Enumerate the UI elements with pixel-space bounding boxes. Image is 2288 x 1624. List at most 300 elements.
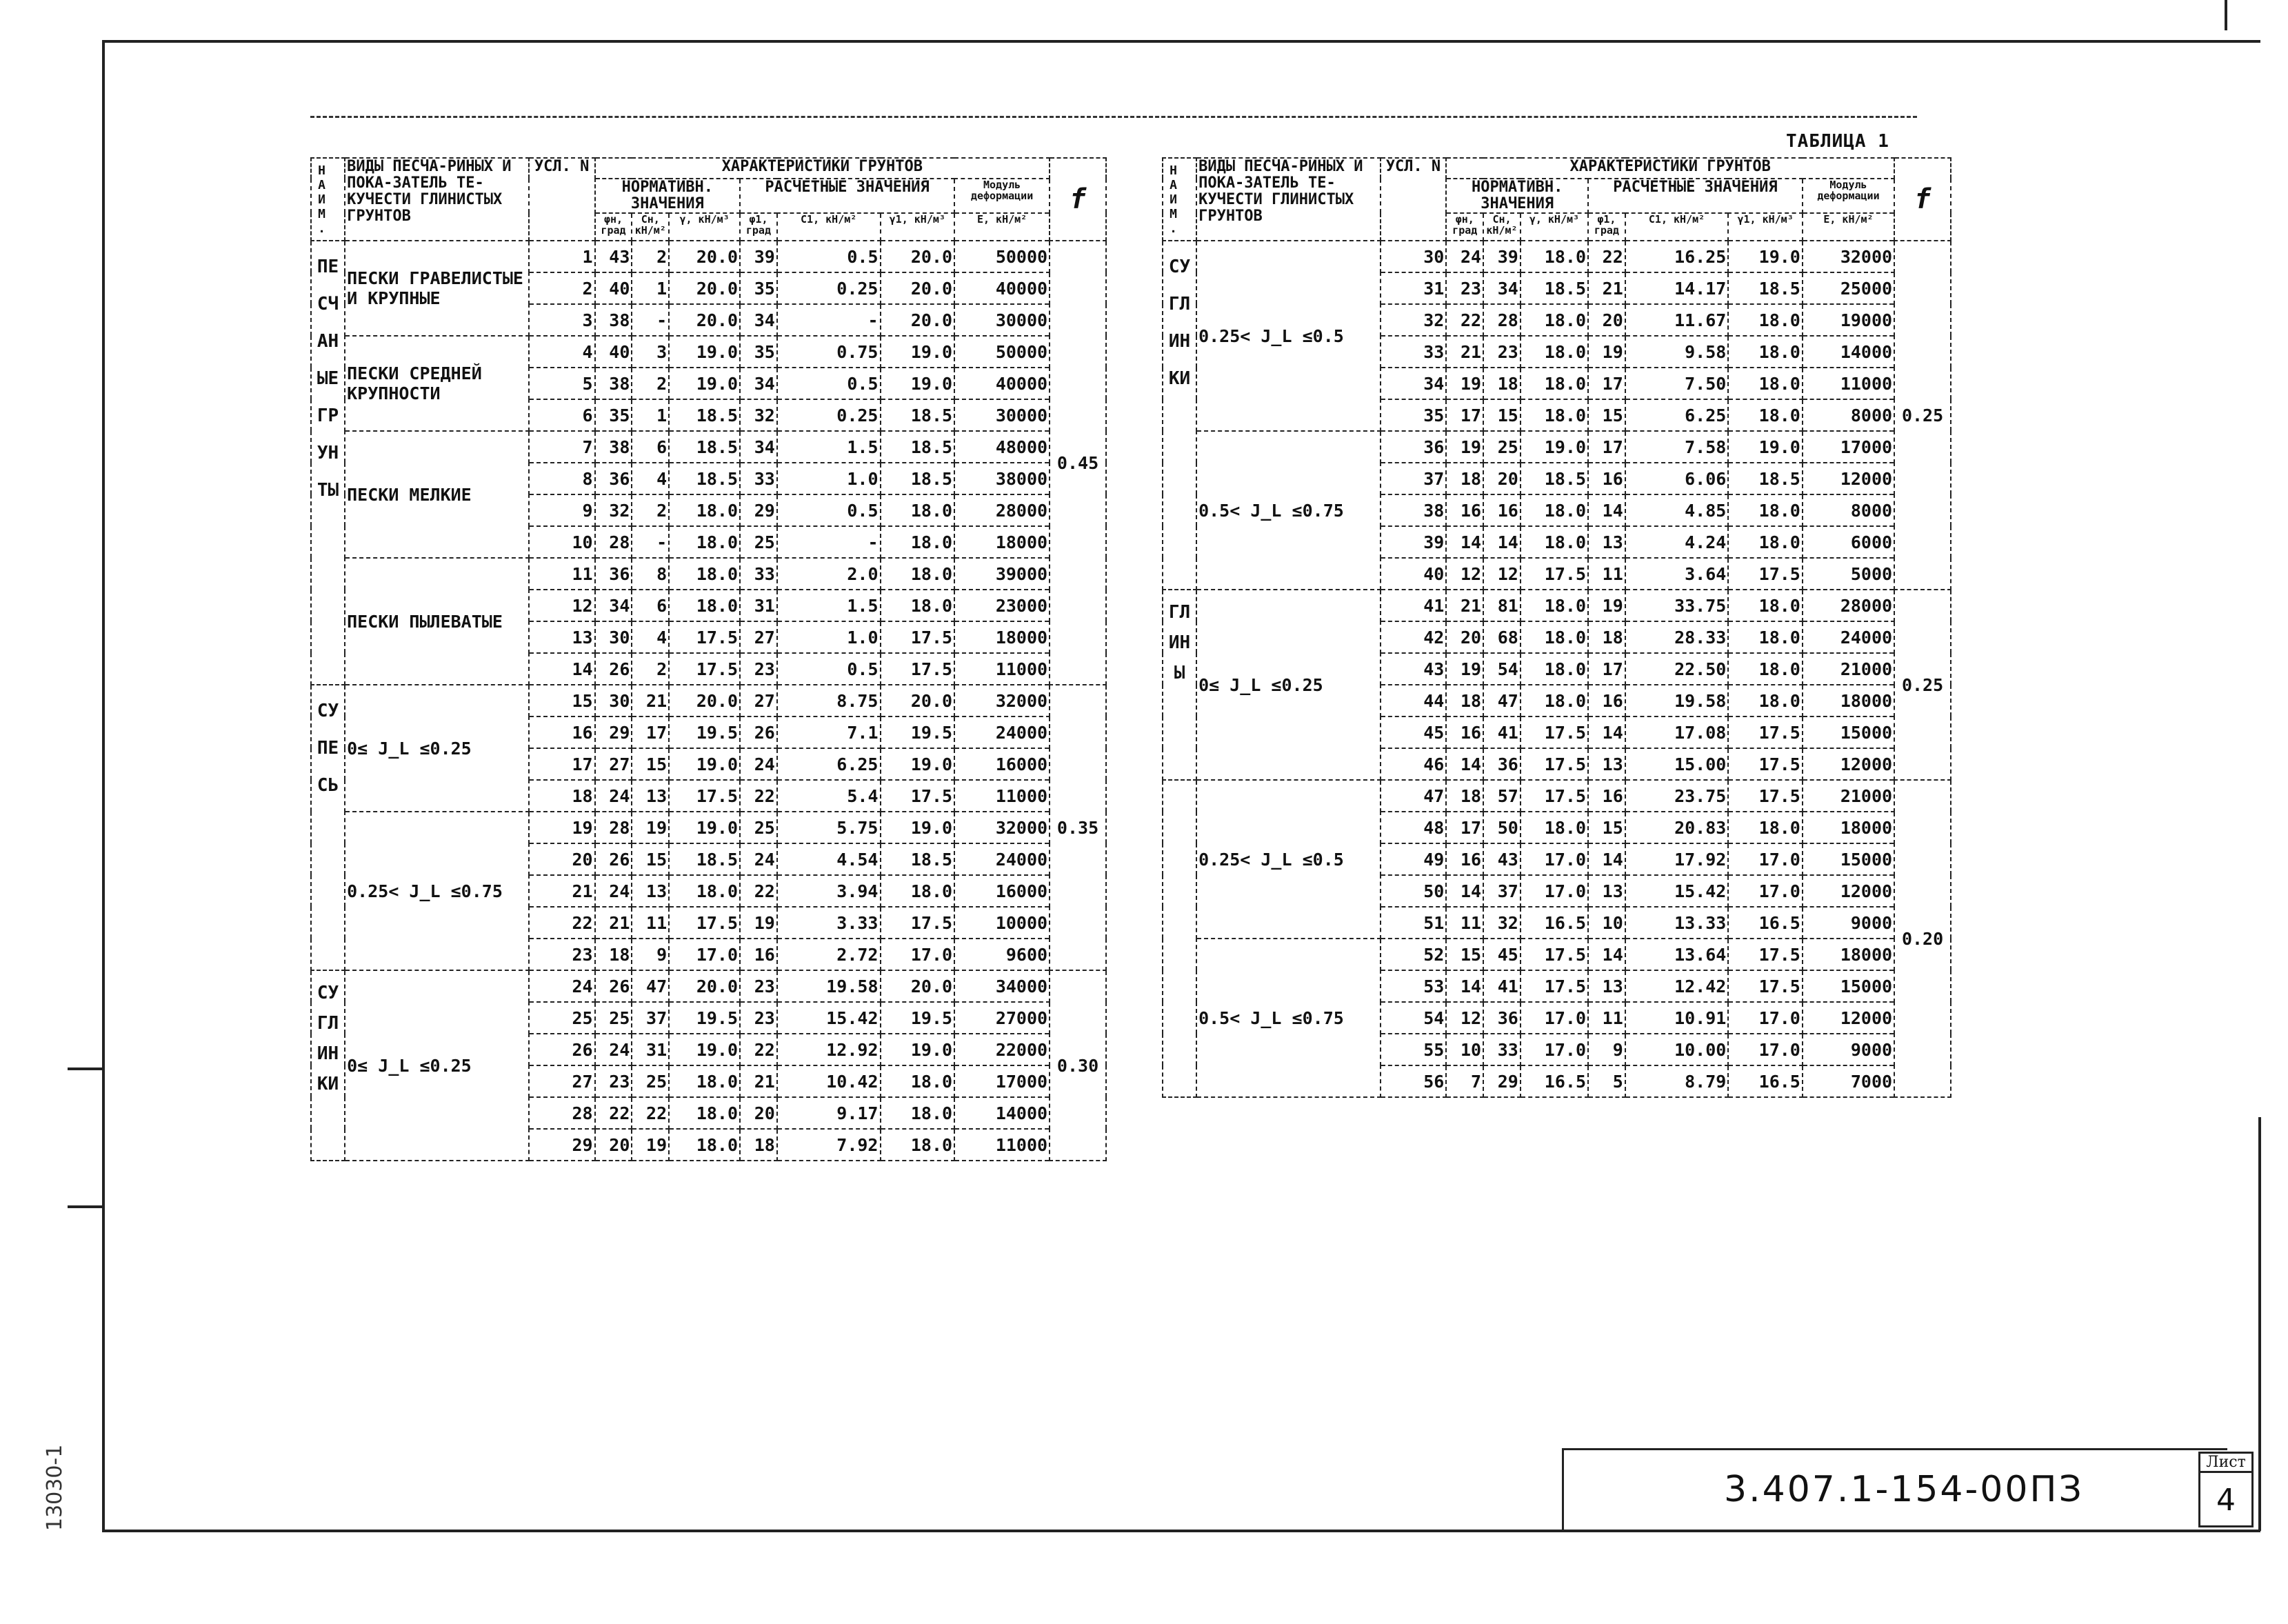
- table-cell: 17.5: [1521, 780, 1588, 812]
- table-cell: 28: [595, 526, 632, 558]
- table-cell: 38: [595, 368, 632, 399]
- table-cell: 12000: [1803, 463, 1894, 494]
- table-cell: 13: [1588, 970, 1625, 1002]
- header-modulus: Модуль деформации: [954, 179, 1050, 213]
- table-cell: 34: [740, 304, 777, 336]
- table-cell: 14: [1588, 939, 1625, 970]
- table-cell: 17.0: [1521, 1034, 1588, 1065]
- soil-table-right: [1162, 157, 1951, 1098]
- table-cell: 18.0: [669, 558, 740, 590]
- table-cell: 16.5: [1728, 907, 1803, 939]
- table-cell: 17.0: [1728, 1034, 1803, 1065]
- table-cell: 22: [1446, 304, 1483, 336]
- table-cell: -: [777, 526, 881, 558]
- table-cell: 18.0: [1728, 653, 1803, 685]
- table-cell: 17.0: [669, 939, 740, 970]
- table-cell: 18.5: [1521, 463, 1588, 494]
- table-cell: 5: [529, 368, 595, 399]
- table-cell: 24000: [954, 716, 1050, 748]
- table-cell: 24000: [1803, 621, 1894, 653]
- table-cell: 27000: [954, 1002, 1050, 1034]
- table-cell: 3: [529, 304, 595, 336]
- soil-group-name: [1163, 780, 1196, 1097]
- table-cell: 15: [1446, 939, 1483, 970]
- table-cell: 2: [632, 494, 669, 526]
- table-cell: 28: [595, 812, 632, 843]
- table-cell: 26: [740, 716, 777, 748]
- table-cell: 68: [1483, 621, 1521, 653]
- table-cell: 34: [1381, 368, 1447, 399]
- table-cell: 21000: [1803, 780, 1894, 812]
- table-cell: 47: [1483, 685, 1521, 716]
- table-cell: 5: [1588, 1065, 1625, 1097]
- table-cell: 20.0: [669, 970, 740, 1002]
- table-cell: 21: [740, 1065, 777, 1097]
- table-cell: 8000: [1803, 494, 1894, 526]
- table-cell: 21: [1446, 336, 1483, 368]
- table-cell: 17.5: [1728, 780, 1803, 812]
- table-cell: 18.5: [669, 463, 740, 494]
- table-cell: 36: [595, 558, 632, 590]
- table-cell: 4: [529, 336, 595, 368]
- table-cell: 12.42: [1625, 970, 1729, 1002]
- table-cell: 57: [1483, 780, 1521, 812]
- table-cell: 36: [1483, 1002, 1521, 1034]
- table-cell: 18000: [1803, 812, 1894, 843]
- table-cell: 6.25: [777, 748, 881, 780]
- table-cell: 4: [632, 621, 669, 653]
- table-cell: 14: [1446, 526, 1483, 558]
- table-cell: 32: [1483, 907, 1521, 939]
- header-c-1: C1, кН/м²: [1625, 213, 1729, 241]
- table-cell: 19: [1446, 653, 1483, 685]
- table-cell: 15: [529, 685, 595, 716]
- table-body: [1163, 241, 1951, 1097]
- table-cell: 18.5: [1521, 272, 1588, 304]
- table-cell: 22: [1588, 241, 1625, 272]
- table-cell: 19.0: [1728, 431, 1803, 463]
- soil-subtype-label: 0≤ J_L ≤0.25: [345, 685, 529, 812]
- table-cell: 37: [632, 1002, 669, 1034]
- table-cell: 21: [595, 907, 632, 939]
- table-cell: 6000: [1803, 526, 1894, 558]
- table-cell: 40000: [954, 368, 1050, 399]
- table-cell: 54: [1381, 1002, 1447, 1034]
- table-cell: 18.0: [881, 590, 955, 621]
- table-cell: 28000: [1803, 590, 1894, 621]
- table-cell: 18: [1588, 621, 1625, 653]
- table-cell: 15: [1588, 812, 1625, 843]
- table-cell: 18.0: [1521, 653, 1588, 685]
- table-cell: 34: [1483, 272, 1521, 304]
- table-cell: 13: [529, 621, 595, 653]
- table-cell: 19000: [1803, 304, 1894, 336]
- table-cell: 18.0: [1521, 304, 1588, 336]
- table-cell: 34000: [954, 970, 1050, 1002]
- header-c-n: Cн, кН/м²: [632, 213, 669, 241]
- table-cell: 31: [1381, 272, 1447, 304]
- f-coefficient: 0.45: [1050, 241, 1106, 685]
- table-cell: 13: [1588, 748, 1625, 780]
- header-phi-n: φн, град: [595, 213, 632, 241]
- table-cell: 10: [529, 526, 595, 558]
- table-cell: 24: [740, 843, 777, 875]
- table-cell: 14: [1446, 970, 1483, 1002]
- table-cell: 8000: [1803, 399, 1894, 431]
- table-cell: 9600: [954, 939, 1050, 970]
- table-cell: 32000: [954, 812, 1050, 843]
- table-cell: 7: [1446, 1065, 1483, 1097]
- table-cell: 18.0: [1728, 526, 1803, 558]
- table-cell: 18: [1483, 368, 1521, 399]
- table-cell: 4.54: [777, 843, 881, 875]
- table-body: [311, 241, 1106, 1161]
- header-f: f: [1894, 158, 1951, 241]
- table-cell: 21: [632, 685, 669, 716]
- table-cell: 55: [1381, 1034, 1447, 1065]
- table-cell: 19.0: [669, 748, 740, 780]
- table-cell: 47: [1381, 780, 1447, 812]
- header-kind: ВИДЫ ПЕСЧА-РИНЫХ И ПОКА-ЗАТЕЛЬ ТЕ-КУЧЕСТИ ГЛИНИСТЫХ ГРУНТОВ: [345, 158, 529, 241]
- header-e: Е, кН/м²: [954, 213, 1050, 241]
- table-cell: 7.92: [777, 1129, 881, 1161]
- soil-subtype-label: ПЕСКИ МЕЛКИЕ: [345, 431, 529, 558]
- table-cell: 7.50: [1625, 368, 1729, 399]
- table-cell: 15000: [1803, 970, 1894, 1002]
- table-cell: 23000: [954, 590, 1050, 621]
- table-cell: 33.75: [1625, 590, 1729, 621]
- table-cell: 7.1: [777, 716, 881, 748]
- table-cell: 32: [740, 399, 777, 431]
- table-cell: 17.5: [1728, 970, 1803, 1002]
- table-row: [311, 685, 1106, 716]
- table-cell: 20: [1446, 621, 1483, 653]
- table-cell: 48000: [954, 431, 1050, 463]
- table-cell: 15.42: [1625, 875, 1729, 907]
- table-cell: 8.79: [1625, 1065, 1729, 1097]
- table-cell: 18: [1446, 685, 1483, 716]
- table-cell: 25: [595, 1002, 632, 1034]
- table-cell: 18.0: [881, 1097, 955, 1129]
- table-cell: 17.0: [1521, 875, 1588, 907]
- table-cell: 15: [1483, 399, 1521, 431]
- header-calculated: РАСЧЕТНЫЕ ЗНАЧЕНИЯ: [1588, 179, 1803, 213]
- frame-tick: [68, 1067, 102, 1070]
- table-cell: 17: [632, 716, 669, 748]
- table-cell: 81: [1483, 590, 1521, 621]
- table-cell: 26: [529, 1034, 595, 1065]
- table-cell: 18.5: [669, 431, 740, 463]
- table-row: [311, 431, 1106, 463]
- soil-subtype-label: 0.25< J_L ≤0.75: [345, 812, 529, 970]
- table-cell: 25: [529, 1002, 595, 1034]
- table-cell: 17: [1588, 431, 1625, 463]
- table-cell: 18.0: [1728, 399, 1803, 431]
- table-cell: 17.5: [881, 907, 955, 939]
- table-cell: 38: [1381, 494, 1447, 526]
- table-cell: 39000: [954, 558, 1050, 590]
- table-cell: 15000: [1803, 843, 1894, 875]
- table-cell: 45: [1381, 716, 1447, 748]
- table-cell: 17: [1446, 812, 1483, 843]
- table-cell: 14: [1483, 526, 1521, 558]
- table-cell: 9: [1588, 1034, 1625, 1065]
- table-cell: 18.5: [1728, 463, 1803, 494]
- table-cell: 4.24: [1625, 526, 1729, 558]
- table-cell: 1.0: [777, 621, 881, 653]
- table-cell: 0.25: [777, 272, 881, 304]
- table-cell: 18.5: [881, 463, 955, 494]
- table-cell: 9000: [1803, 907, 1894, 939]
- soil-group-name: СУГЛИНКИ: [311, 970, 345, 1161]
- table-row: [1163, 939, 1951, 970]
- table-cell: 21: [1446, 590, 1483, 621]
- table-cell: 1: [632, 399, 669, 431]
- table-cell: 43: [1381, 653, 1447, 685]
- table-cell: 2: [632, 653, 669, 685]
- table-cell: 18.5: [669, 843, 740, 875]
- table-cell: 18.0: [1521, 685, 1588, 716]
- table-cell: 15: [632, 748, 669, 780]
- table-cell: 10.42: [777, 1065, 881, 1097]
- table-cell: 18000: [954, 621, 1050, 653]
- table-cell: 41: [1483, 970, 1521, 1002]
- header-name: НАИМ.: [311, 158, 345, 241]
- soil-group-name: ПЕСЧАНЫЕ ГРУНТЫ: [311, 241, 345, 685]
- table-cell: 30000: [954, 304, 1050, 336]
- table-cell: -: [632, 526, 669, 558]
- table-cell: 2: [632, 368, 669, 399]
- table-cell: 19.5: [881, 1002, 955, 1034]
- table-cell: 35: [740, 336, 777, 368]
- table-cell: 6.06: [1625, 463, 1729, 494]
- table-cell: 41: [1381, 590, 1447, 621]
- table-cell: 18.0: [669, 526, 740, 558]
- table-cell: 38: [595, 431, 632, 463]
- table-cell: 0.75: [777, 336, 881, 368]
- table-cell: 43: [1483, 843, 1521, 875]
- table-cell: 16: [1588, 780, 1625, 812]
- table-cell: 40: [595, 336, 632, 368]
- header-name: НАИМ.: [1163, 158, 1196, 241]
- table-cell: 16.5: [1728, 1065, 1803, 1097]
- table-cell: 18.5: [1728, 272, 1803, 304]
- table-cell: 12: [1446, 1002, 1483, 1034]
- table-cell: 19.0: [1728, 241, 1803, 272]
- table-cell: 18.5: [669, 399, 740, 431]
- table-cell: 17.5: [1728, 716, 1803, 748]
- table-cell: 52: [1381, 939, 1447, 970]
- table-cell: 16.5: [1521, 1065, 1588, 1097]
- table-cell: 10: [1588, 907, 1625, 939]
- table-cell: 19.0: [1521, 431, 1588, 463]
- table-cell: 38: [595, 304, 632, 336]
- table-cell: 16: [529, 716, 595, 748]
- table-cell: 16: [1446, 494, 1483, 526]
- table-cell: 4.85: [1625, 494, 1729, 526]
- table-cell: 40: [595, 272, 632, 304]
- table-cell: 12: [529, 590, 595, 621]
- table-cell: 1.5: [777, 590, 881, 621]
- table-cell: 23.75: [1625, 780, 1729, 812]
- table-cell: 6: [632, 431, 669, 463]
- table-cell: 23: [1483, 336, 1521, 368]
- header-gamma-1: γ1, кН/м³: [1728, 213, 1803, 241]
- table-cell: 17.5: [881, 780, 955, 812]
- table-caption: ТАБЛИЦА 1: [1786, 131, 1889, 152]
- table-cell: 12000: [1803, 748, 1894, 780]
- header-phi-1: φ1, град: [740, 213, 777, 241]
- table-cell: 18.0: [1521, 812, 1588, 843]
- table-cell: 11.67: [1625, 304, 1729, 336]
- table-cell: 20.0: [881, 304, 955, 336]
- table-row: [311, 558, 1106, 590]
- table-cell: 9.58: [1625, 336, 1729, 368]
- table-cell: 3.94: [777, 875, 881, 907]
- table-cell: 17.08: [1625, 716, 1729, 748]
- table-cell: 18: [1446, 463, 1483, 494]
- table-cell: 33: [740, 558, 777, 590]
- table-cell: -: [777, 304, 881, 336]
- table-cell: 17: [1588, 368, 1625, 399]
- table-cell: 18.0: [669, 875, 740, 907]
- table-cell: 17: [1446, 399, 1483, 431]
- table-cell: 4: [632, 463, 669, 494]
- header-rule: [310, 116, 1917, 118]
- table-cell: 2.72: [777, 939, 881, 970]
- table-cell: 8: [529, 463, 595, 494]
- table-cell: 18.0: [881, 494, 955, 526]
- table-cell: 14: [529, 653, 595, 685]
- table-cell: 16: [1483, 494, 1521, 526]
- table-cell: 18.0: [1521, 399, 1588, 431]
- table-cell: 17.5: [1521, 748, 1588, 780]
- table-cell: 22: [595, 1097, 632, 1129]
- table-cell: 18.0: [669, 494, 740, 526]
- frame-tick: [2258, 1117, 2261, 1531]
- table-cell: 39: [1483, 241, 1521, 272]
- table-cell: 15: [1588, 399, 1625, 431]
- table-cell: 31: [632, 1034, 669, 1065]
- soil-group-name: СУГЛИНКИ: [1163, 241, 1196, 590]
- table-cell: 23: [740, 653, 777, 685]
- table-cell: 20.0: [669, 685, 740, 716]
- table-cell: 28: [1483, 304, 1521, 336]
- table-row: [311, 241, 1106, 272]
- table-cell: 18.5: [881, 843, 955, 875]
- table-cell: 18.0: [1728, 590, 1803, 621]
- table-cell: 2: [529, 272, 595, 304]
- table-cell: 17.5: [881, 653, 955, 685]
- header-kind: ВИДЫ ПЕСЧА-РИНЫХ И ПОКА-ЗАТЕЛЬ ТЕ-КУЧЕСТИ ГЛИНИСТЫХ ГРУНТОВ: [1196, 158, 1380, 241]
- table-cell: 22: [740, 1034, 777, 1065]
- table-cell: 1: [632, 272, 669, 304]
- table-cell: 26: [595, 970, 632, 1002]
- table-cell: 19.0: [669, 1034, 740, 1065]
- table-cell: 50000: [954, 336, 1050, 368]
- table-cell: 27: [595, 748, 632, 780]
- table-cell: 54: [1483, 653, 1521, 685]
- table-cell: 0.5: [777, 494, 881, 526]
- table-cell: 13.33: [1625, 907, 1729, 939]
- table-cell: 16: [1588, 685, 1625, 716]
- table-cell: 14: [1588, 716, 1625, 748]
- table-cell: 35: [740, 272, 777, 304]
- table-cell: 20.0: [881, 970, 955, 1002]
- table-cell: 6.25: [1625, 399, 1729, 431]
- soil-subtype-label: 0.5< J_L ≤0.75: [1196, 431, 1380, 590]
- table-cell: 17.0: [881, 939, 955, 970]
- table-cell: 43: [595, 241, 632, 272]
- table-cell: 14: [1588, 843, 1625, 875]
- table-cell: 19: [1588, 336, 1625, 368]
- table-cell: 20.0: [669, 304, 740, 336]
- table-cell: 19: [1588, 590, 1625, 621]
- header-gamma-n: γ, кН/м³: [1521, 213, 1588, 241]
- table-header: [311, 158, 1106, 241]
- table-cell: 17.5: [1521, 970, 1588, 1002]
- table-cell: 23: [740, 1002, 777, 1034]
- header-f: f: [1050, 158, 1106, 241]
- soil-subtype-label: ПЕСКИ ГРАВЕЛИСТЫЕ И КРУПНЫЕ: [345, 241, 529, 336]
- table-cell: 13: [632, 875, 669, 907]
- table-cell: 18.0: [1521, 241, 1588, 272]
- table-cell: 15000: [1803, 716, 1894, 748]
- table-cell: 24000: [954, 843, 1050, 875]
- table-cell: 18: [595, 939, 632, 970]
- table-cell: 17.5: [1521, 939, 1588, 970]
- table-cell: 10: [1446, 1034, 1483, 1065]
- header-gamma-n: γ, кН/м³: [669, 213, 740, 241]
- table-cell: 7000: [1803, 1065, 1894, 1097]
- table-cell: 50: [1381, 875, 1447, 907]
- table-cell: 12000: [1803, 1002, 1894, 1034]
- table-cell: 28: [529, 1097, 595, 1129]
- table-cell: 17.5: [669, 653, 740, 685]
- table-cell: 19.5: [669, 1002, 740, 1034]
- table-cell: 19.5: [669, 716, 740, 748]
- header-phi-1: φ1, град: [1588, 213, 1625, 241]
- table-cell: 20.83: [1625, 812, 1729, 843]
- table-cell: 40: [1381, 558, 1447, 590]
- table-cell: 25: [1483, 431, 1521, 463]
- table-cell: 9000: [1803, 1034, 1894, 1065]
- table-cell: 13.64: [1625, 939, 1729, 970]
- table-cell: 2.0: [777, 558, 881, 590]
- table-cell: 19.58: [777, 970, 881, 1002]
- table-cell: 19.0: [881, 812, 955, 843]
- soil-subtype-label: ПЕСКИ ПЫЛЕВАТЫЕ: [345, 558, 529, 685]
- table-cell: 16: [740, 939, 777, 970]
- inventory-number: 13030-1: [43, 1444, 67, 1531]
- table-cell: 39: [740, 241, 777, 272]
- table-cell: 23: [529, 939, 595, 970]
- table-cell: 14: [1446, 748, 1483, 780]
- table-cell: 18.0: [1728, 368, 1803, 399]
- table-cell: 16000: [954, 875, 1050, 907]
- table-cell: 22: [740, 875, 777, 907]
- table-cell: 41: [1483, 716, 1521, 748]
- soil-subtype-label: 0≤ J_L ≤0.25: [1196, 590, 1380, 780]
- table-cell: 19.5: [881, 716, 955, 748]
- table-cell: 17.0: [1521, 1002, 1588, 1034]
- table-row: [1163, 431, 1951, 463]
- table-cell: 0.5: [777, 653, 881, 685]
- table-cell: 29: [595, 716, 632, 748]
- document-code: 3.407.1-154-00ПЗ: [1724, 1469, 2084, 1510]
- table-cell: 10.00: [1625, 1034, 1729, 1065]
- table-cell: 19.58: [1625, 685, 1729, 716]
